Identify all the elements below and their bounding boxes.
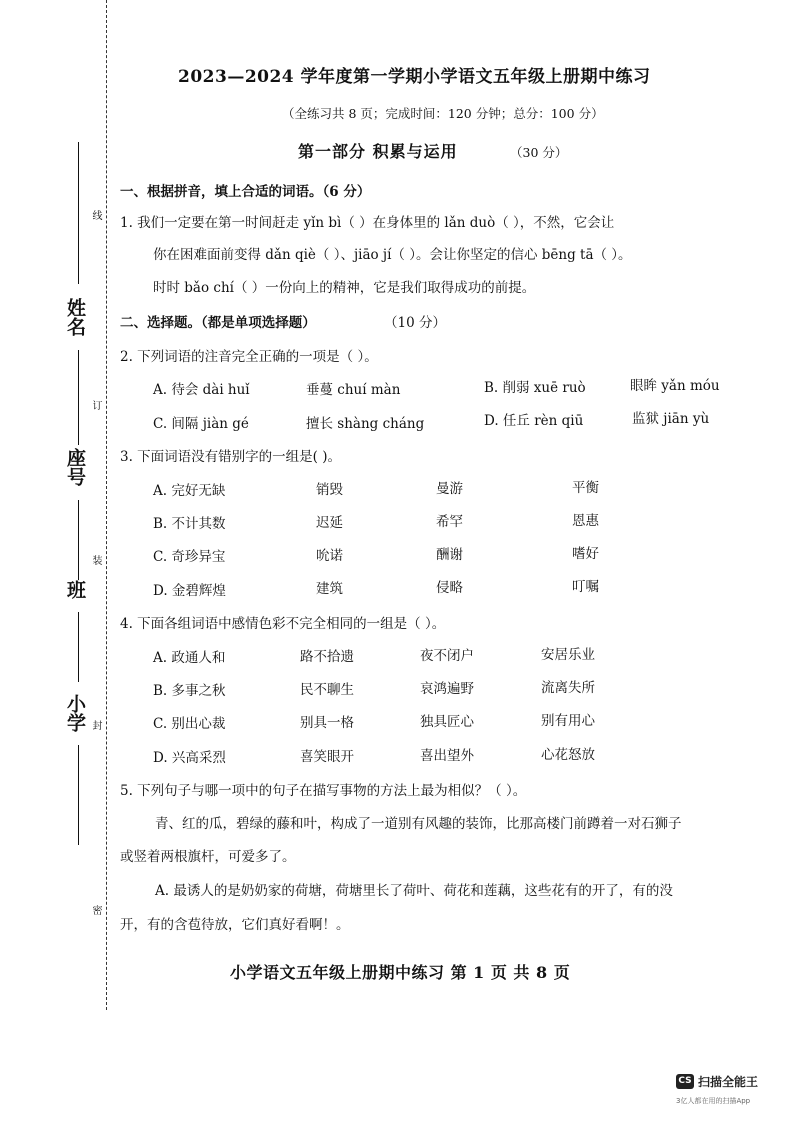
q5-passage-line-1: 青、红的瓜，碧绿的藤和叶，构成了一道别有风趣的装饰，比那高楼门前蹲着一对石狮子 [155, 816, 682, 832]
q2-row-2-col-1: C. 间隔 jiàn gé [153, 416, 249, 432]
q4-row-1-col-2: 路不拾遗 [300, 649, 354, 665]
school-label: 小学 [64, 694, 86, 732]
page-footer: 小学语文五年级上册期中练习 第 1 页 共 8 页 [230, 963, 571, 982]
q3-row-2-col-4: 恩惠 [572, 513, 599, 529]
q4-row-3-col-3: 独具匠心 [420, 714, 474, 730]
class-label: 班 [64, 580, 86, 599]
q3-row-3-col-2: 吮诺 [316, 548, 343, 564]
q5-passage-line-2: 或竖着两根旗杆，可爱多了。 [120, 849, 296, 865]
mark-mi: 密 [90, 905, 101, 915]
mark-xian: 线 [90, 210, 101, 220]
scanner-watermark-subtitle: 3亿人都在用的扫描App [676, 1097, 751, 1105]
q4-row-4-col-2: 喜笑眼开 [300, 749, 354, 765]
q4-row-2-col-2: 民不聊生 [300, 682, 354, 698]
name-label: 姓名 [64, 298, 86, 336]
q4-row-1-col-4: 安居乐业 [541, 647, 595, 663]
q2-row-1-col-2: 垂蔓 chuí màn [306, 382, 401, 398]
q4-row-3-col-2: 别具一格 [300, 715, 354, 731]
q2-row-2-col-3: D. 任丘 rèn qiū [484, 413, 584, 429]
page-subtitle: （全练习共 8 页；完成时间：120 分钟；总分：100 分） [282, 106, 604, 121]
q3-row-2-col-1: B. 不计其数 [153, 516, 226, 532]
section1-line-3: 时时 bǎo chí（ ）一份向上的精神，它是我们取得成功的前提。 [153, 280, 536, 296]
part-heading: 第一部分 积累与运用 [298, 142, 458, 161]
q3-row-4-col-1: D. 金碧辉煌 [153, 583, 226, 599]
mark-zhuang: 装 [90, 555, 101, 565]
q3-row-3-col-4: 嗜好 [572, 546, 599, 562]
q3-row-1-col-2: 销毁 [316, 482, 343, 498]
q3-row-2-col-3: 希罕 [436, 514, 463, 530]
q4-row-1-col-3: 夜不闭户 [420, 648, 474, 664]
q2-row-1-col-4: 眼眸 yǎn móu [630, 378, 720, 394]
q4-row-2-col-1: B. 多事之秋 [153, 683, 226, 699]
q3-row-3-col-1: C. 奇珍异宝 [153, 549, 226, 565]
q3-row-4-col-3: 侵略 [436, 580, 463, 596]
scanner-logo-icon: CS [676, 1074, 694, 1089]
q4-row-3-col-1: C. 别出心裁 [153, 716, 226, 732]
mark-ding: 订 [90, 400, 101, 410]
q3-row-1-col-4: 平衡 [572, 480, 599, 496]
q4-row-4-col-3: 喜出望外 [420, 748, 474, 764]
q4-row-1-col-1: A. 政通人和 [153, 650, 226, 666]
q3-row-4-col-4: 叮嘱 [572, 579, 599, 595]
binding-dashed-line [106, 0, 107, 1010]
section1-heading: 一、根据拼音，填上合适的词语。（6 分） [120, 184, 371, 200]
name-underline [78, 142, 79, 284]
q3-row-3-col-3: 酬谢 [436, 547, 463, 563]
q4-row-2-col-4: 流离失所 [541, 680, 595, 696]
section1-line-1: 1. 我们一定要在第一时间赶走 yǐn bì（ ）在身体里的 lǎn duò（ ），不然，它会让 [120, 215, 615, 231]
q2-row-2-col-2: 擅长 shàng cháng [306, 416, 425, 432]
q3-row-1-col-1: A. 完好无缺 [153, 483, 226, 499]
q3-row-1-col-3: 曼游 [436, 481, 463, 497]
q4-row-4-col-4: 心花怒放 [541, 747, 595, 763]
scanner-watermark-title: 扫描全能王 [698, 1075, 759, 1089]
q3-stem: 3. 下面词语没有错别字的一组是( )。 [120, 449, 341, 465]
class-underline-bottom [78, 612, 79, 682]
q5-option-a-line-2: 开，有的含苞待放，它们真好看啊！。 [120, 917, 350, 933]
q5-option-a-line-1: A. 最诱人的是奶奶家的荷塘，荷塘里长了荷叶、荷花和莲藕，这些花有的开了，有的没 [155, 883, 673, 899]
class-underline-top [78, 500, 79, 580]
section2-score: （10 分） [384, 315, 446, 331]
q2-row-1-col-1: A. 待会 dài huǐ [153, 382, 250, 398]
q4-row-3-col-4: 别有用心 [541, 713, 595, 729]
q2-row-1-col-3: B. 削弱 xuē ruò [484, 380, 586, 396]
seat-label: 座号 [64, 448, 86, 486]
q4-row-2-col-3: 哀鸿遍野 [420, 681, 474, 697]
seat-underline [78, 350, 79, 445]
section1-line-2: 你在困难面前变得 dǎn qiè（ ）、jiāo jí（ ）。会让你坚定的信心 bēng tā（ ）。 [153, 247, 632, 263]
q5-stem: 5. 下列句子与哪一项中的句子在描写事物的方法上最为相似？（ ）。 [120, 783, 527, 799]
q3-row-4-col-2: 建筑 [316, 581, 343, 597]
q2-row-2-col-4: 监狱 jiān yù [632, 411, 710, 427]
school-underline [78, 745, 79, 845]
q3-row-2-col-2: 迟延 [316, 515, 343, 531]
q4-row-4-col-1: D. 兴高采烈 [153, 750, 226, 766]
q4-stem: 4. 下面各组词语中感情色彩不完全相同的一组是（ ）。 [120, 616, 446, 632]
part-score: （30 分） [510, 145, 568, 160]
q2-stem: 2. 下列词语的注音完全正确的一项是（ ）。 [120, 349, 378, 365]
page-title: 2023—2024 学年度第一学期小学语文五年级上册期中练习 [178, 67, 651, 87]
section2-heading: 二、选择题。（都是单项选择题） [120, 315, 316, 331]
mark-feng: 封 [90, 720, 101, 730]
